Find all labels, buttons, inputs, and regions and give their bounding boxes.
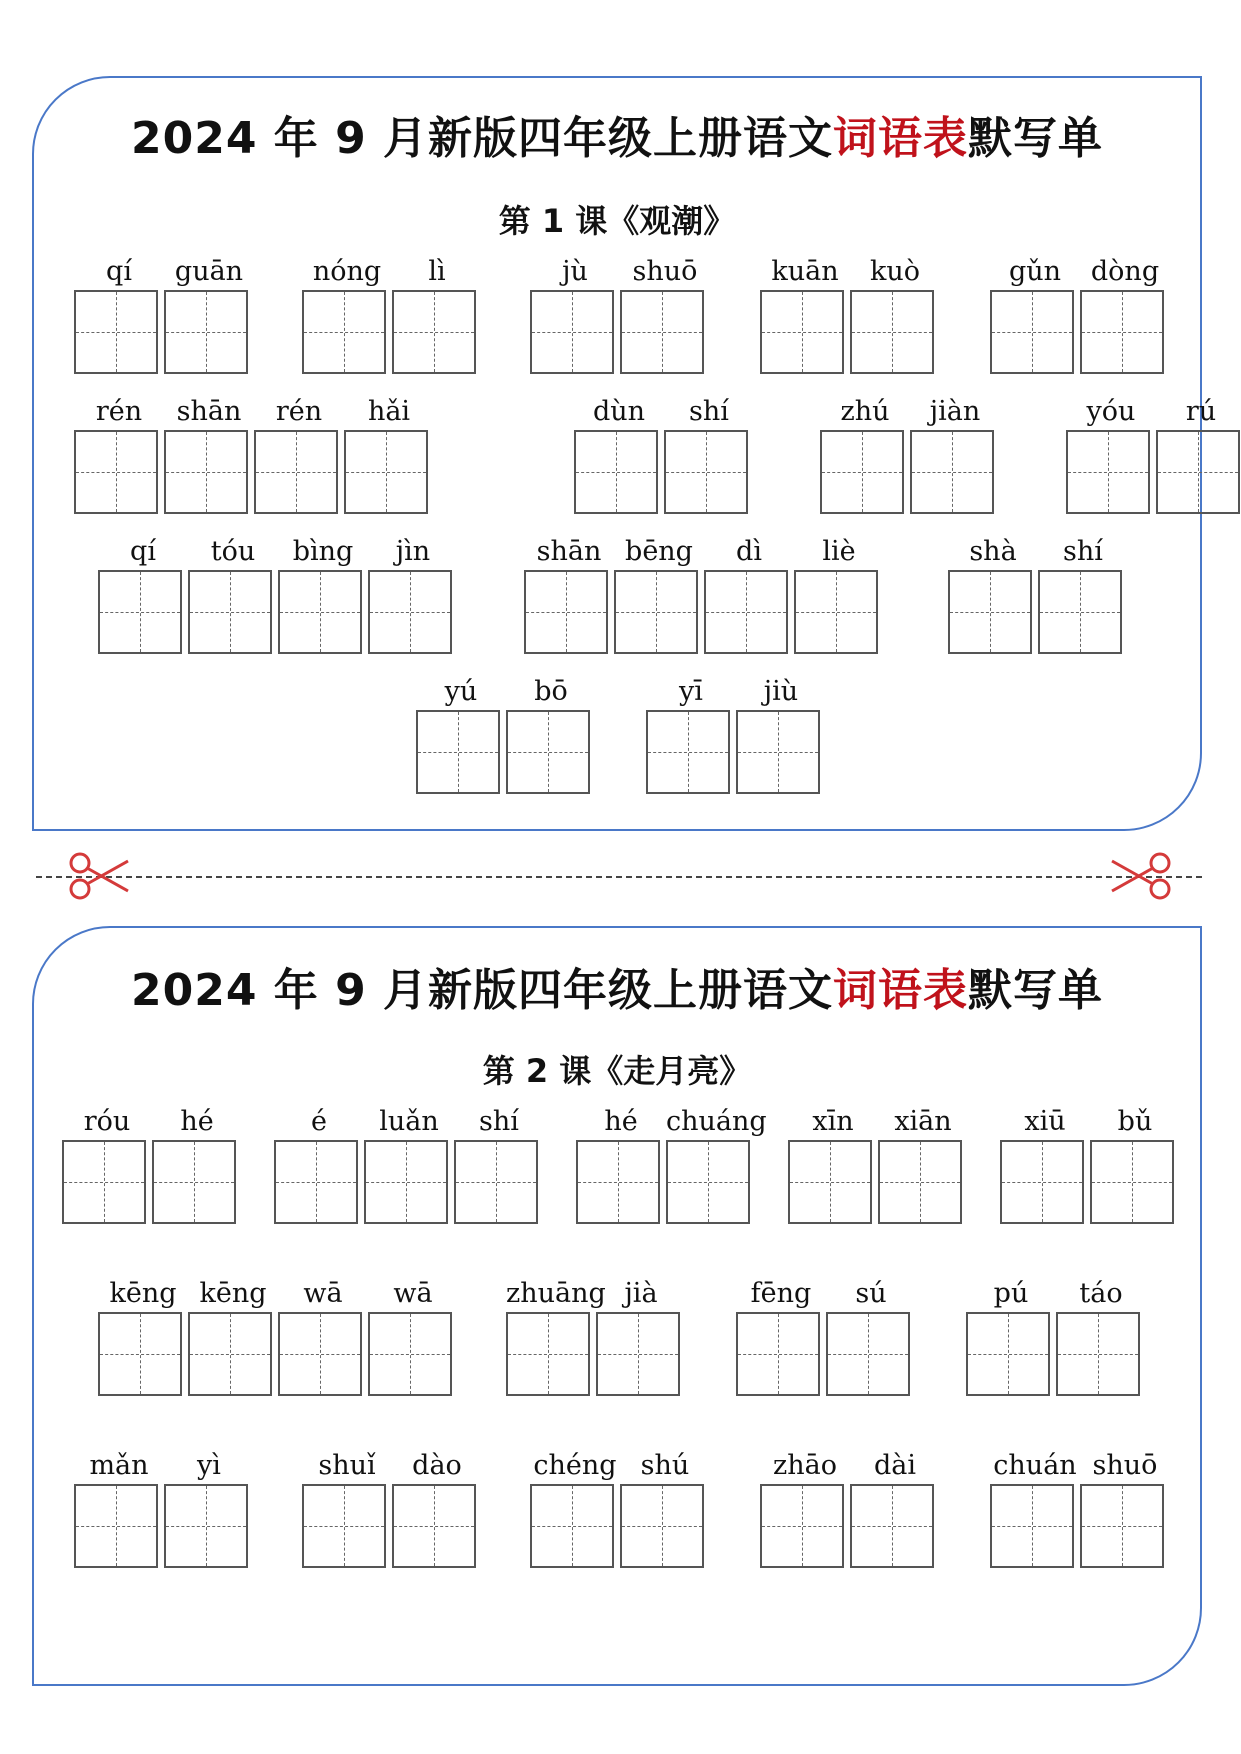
pinyin-label: bō	[534, 676, 568, 707]
writing-grid-cell[interactable]	[664, 430, 748, 514]
pinyin-label: rén	[275, 396, 323, 427]
writing-grid-cell[interactable]	[302, 1484, 386, 1568]
writing-grid-cell[interactable]	[74, 290, 158, 374]
word-group	[990, 1448, 1170, 1568]
writing-grid-cell[interactable]	[596, 1312, 680, 1396]
writing-grid-cell[interactable]	[1080, 1484, 1164, 1568]
pinyin-label: bēng	[625, 536, 693, 567]
writing-grid-cell[interactable]	[98, 1312, 182, 1396]
writing-grid-cell[interactable]	[820, 430, 904, 514]
pinyin-label: táo	[1079, 1278, 1123, 1309]
pinyin-label: róu	[83, 1106, 131, 1137]
worksheet-panel-1	[32, 76, 1217, 831]
pinyin-label: dòng	[1090, 256, 1160, 287]
word-group	[98, 534, 458, 654]
writing-grid-cell[interactable]	[392, 1484, 476, 1568]
pinyin-label: kēng	[199, 1278, 267, 1309]
writing-grid-cell[interactable]	[274, 1140, 358, 1224]
writing-grid-cell[interactable]	[152, 1140, 236, 1224]
word-group	[302, 254, 482, 374]
writing-grid-cell[interactable]	[392, 290, 476, 374]
pinyin-label: nóng	[312, 256, 382, 287]
word-group	[74, 1448, 254, 1568]
pinyin-label: yì	[197, 1450, 221, 1481]
pinyin-label: shān	[176, 396, 242, 427]
writing-grid-cell[interactable]	[1066, 430, 1150, 514]
pinyin-label: liè	[822, 536, 856, 567]
writing-grid-cell[interactable]	[302, 290, 386, 374]
pinyin-label: chuáng	[666, 1106, 767, 1137]
writing-grid-cell[interactable]	[1038, 570, 1122, 654]
pinyin-label: yú	[444, 676, 478, 707]
writing-grid-cell[interactable]	[948, 570, 1032, 654]
pinyin-label: sú	[855, 1278, 887, 1309]
writing-grid-cell[interactable]	[164, 430, 248, 514]
word-group	[966, 1276, 1146, 1396]
writing-grid-cell[interactable]	[850, 290, 934, 374]
writing-grid-cell[interactable]	[736, 1312, 820, 1396]
word-group	[416, 674, 596, 794]
pinyin-label: shí	[1063, 536, 1103, 567]
writing-grid-cell[interactable]	[98, 570, 182, 654]
writing-grid-cell[interactable]	[910, 430, 994, 514]
pinyin-label: yī	[679, 676, 703, 707]
writing-grid-cell[interactable]	[736, 710, 820, 794]
word-group	[302, 1448, 482, 1568]
writing-grid-cell[interactable]	[760, 1484, 844, 1568]
worksheet-title: 2024 年 9 月新版四年级上册语文词语表默写单	[130, 113, 1104, 164]
pinyin-label: shuō	[632, 256, 698, 287]
pinyin-label: chuán	[993, 1450, 1077, 1481]
word-group	[760, 1448, 940, 1568]
pinyin-label: jiù	[763, 676, 799, 707]
writing-grid-cell[interactable]	[1156, 430, 1240, 514]
pinyin-label: dài	[873, 1450, 917, 1481]
word-group	[646, 674, 826, 794]
pinyin-label: bǔ	[1117, 1106, 1153, 1137]
pinyin-label: shān	[536, 536, 602, 567]
word-group	[524, 534, 884, 654]
writing-grid-cell[interactable]	[530, 290, 614, 374]
writing-grid-cell[interactable]	[794, 570, 878, 654]
word-group	[1000, 1104, 1180, 1224]
pinyin-label: zhú	[840, 396, 890, 427]
word-group	[98, 1276, 458, 1396]
pinyin-label: kuān	[771, 256, 839, 287]
writing-grid-cell[interactable]	[188, 1312, 272, 1396]
writing-grid-cell[interactable]	[1080, 290, 1164, 374]
pinyin-label: shí	[479, 1106, 519, 1137]
writing-grid-cell[interactable]	[62, 1140, 146, 1224]
writing-grid-cell[interactable]	[990, 290, 1074, 374]
pinyin-label: xiū	[1024, 1106, 1066, 1137]
writing-grid-cell[interactable]	[506, 710, 590, 794]
word-group	[530, 254, 710, 374]
word-group	[788, 1104, 968, 1224]
scissors-icon	[68, 851, 132, 901]
writing-grid-cell[interactable]	[966, 1312, 1050, 1396]
writing-grid-cell[interactable]	[416, 710, 500, 794]
pinyin-label: chéng	[533, 1450, 617, 1481]
writing-grid-cell[interactable]	[620, 290, 704, 374]
word-group	[948, 534, 1128, 654]
word-group	[1066, 394, 1241, 514]
writing-grid-cell[interactable]	[760, 290, 844, 374]
pinyin-label: zhāo	[773, 1450, 837, 1481]
pinyin-label: shú	[640, 1450, 690, 1481]
writing-grid-cell[interactable]	[278, 570, 362, 654]
writing-grid-cell[interactable]	[878, 1140, 962, 1224]
pinyin-label: pú	[993, 1278, 1029, 1309]
pinyin-label: xiān	[894, 1106, 952, 1137]
pinyin-label: shuō	[1092, 1450, 1158, 1481]
writing-grid-cell[interactable]	[530, 1484, 614, 1568]
word-group	[74, 394, 434, 514]
word-group	[820, 394, 1000, 514]
word-group	[62, 1104, 242, 1224]
pinyin-label: guān	[174, 256, 244, 287]
pinyin-label: rén	[95, 396, 143, 427]
word-group	[574, 394, 754, 514]
writing-grid-cell[interactable]	[826, 1312, 910, 1396]
lesson-heading: 第 1 课《观潮》	[498, 202, 736, 240]
writing-grid-cell[interactable]	[1000, 1140, 1084, 1224]
writing-grid-cell[interactable]	[188, 570, 272, 654]
writing-grid-cell[interactable]	[368, 570, 452, 654]
word-group	[530, 1448, 710, 1568]
writing-grid-cell[interactable]	[1090, 1140, 1174, 1224]
writing-grid-cell[interactable]	[506, 1312, 590, 1396]
pinyin-label: bìng	[292, 536, 354, 567]
pinyin-label: xīn	[812, 1106, 854, 1137]
pinyin-label: hǎi	[367, 396, 411, 427]
pinyin-label: jià	[624, 1278, 658, 1309]
writing-grid-cell[interactable]	[788, 1140, 872, 1224]
pinyin-label: hé	[604, 1106, 638, 1137]
writing-grid-cell[interactable]	[614, 570, 698, 654]
writing-grid-cell[interactable]	[344, 430, 428, 514]
word-group	[74, 254, 254, 374]
pinyin-label: jù	[562, 256, 588, 287]
pinyin-label: jìn	[395, 536, 431, 567]
pinyin-label: hé	[180, 1106, 214, 1137]
writing-grid-cell[interactable]	[1056, 1312, 1140, 1396]
scissors-icon	[1108, 851, 1172, 901]
cut-line	[36, 876, 1202, 878]
lesson-heading: 第 2 课《走月亮》	[482, 1052, 752, 1090]
pinyin-label: é	[311, 1106, 327, 1137]
word-group	[274, 1104, 544, 1224]
writing-grid-cell[interactable]	[164, 1484, 248, 1568]
writing-grid-cell[interactable]	[254, 430, 338, 514]
word-group	[736, 1276, 916, 1396]
worksheet-title: 2024 年 9 月新版四年级上册语文词语表默写单	[130, 965, 1104, 1016]
writing-grid-cell[interactable]	[278, 1312, 362, 1396]
pinyin-label: wā	[303, 1278, 343, 1309]
writing-grid-cell[interactable]	[74, 430, 158, 514]
pinyin-label: lì	[428, 256, 446, 287]
writing-grid-cell[interactable]	[990, 1484, 1074, 1568]
pinyin-label: qí	[106, 256, 132, 287]
word-rows	[34, 928, 1200, 1684]
pinyin-label: dào	[412, 1450, 462, 1481]
pinyin-label: fēng	[750, 1278, 812, 1309]
pinyin-label: wā	[393, 1278, 433, 1309]
pinyin-label: qí	[130, 536, 156, 567]
pinyin-label: dì	[736, 536, 762, 567]
writing-grid-cell[interactable]	[704, 570, 788, 654]
writing-grid-cell[interactable]	[368, 1312, 452, 1396]
pinyin-label: zhuāng	[506, 1278, 606, 1309]
writing-grid-cell[interactable]	[620, 1484, 704, 1568]
writing-grid-cell[interactable]	[646, 710, 730, 794]
writing-grid-cell[interactable]	[454, 1140, 538, 1224]
writing-grid-cell[interactable]	[364, 1140, 448, 1224]
writing-grid-cell[interactable]	[850, 1484, 934, 1568]
word-rows	[34, 78, 1217, 829]
pinyin-label: shà	[969, 536, 1017, 567]
pinyin-label: rú	[1185, 396, 1217, 427]
pinyin-label: gǔn	[1008, 256, 1062, 287]
pinyin-label: jiàn	[929, 396, 981, 427]
pinyin-label: mǎn	[89, 1450, 149, 1481]
word-group	[576, 1104, 767, 1224]
pinyin-label: yóu	[1086, 396, 1136, 427]
word-group	[990, 254, 1170, 374]
pinyin-label: dùn	[592, 396, 646, 427]
writing-grid-cell[interactable]	[524, 570, 608, 654]
pinyin-label: shí	[689, 396, 729, 427]
pinyin-label: kēng	[109, 1278, 177, 1309]
writing-grid-cell[interactable]	[576, 1140, 660, 1224]
pinyin-label: shuǐ	[318, 1450, 376, 1481]
word-group	[760, 254, 940, 374]
pinyin-label: kuò	[869, 256, 920, 287]
writing-grid-cell[interactable]	[164, 290, 248, 374]
pinyin-label: luǎn	[379, 1106, 439, 1137]
word-group	[506, 1276, 686, 1396]
writing-grid-cell[interactable]	[666, 1140, 750, 1224]
pinyin-label: tóu	[210, 536, 256, 567]
writing-grid-cell[interactable]	[74, 1484, 158, 1568]
worksheet-panel-2	[32, 926, 1202, 1686]
writing-grid-cell[interactable]	[574, 430, 658, 514]
